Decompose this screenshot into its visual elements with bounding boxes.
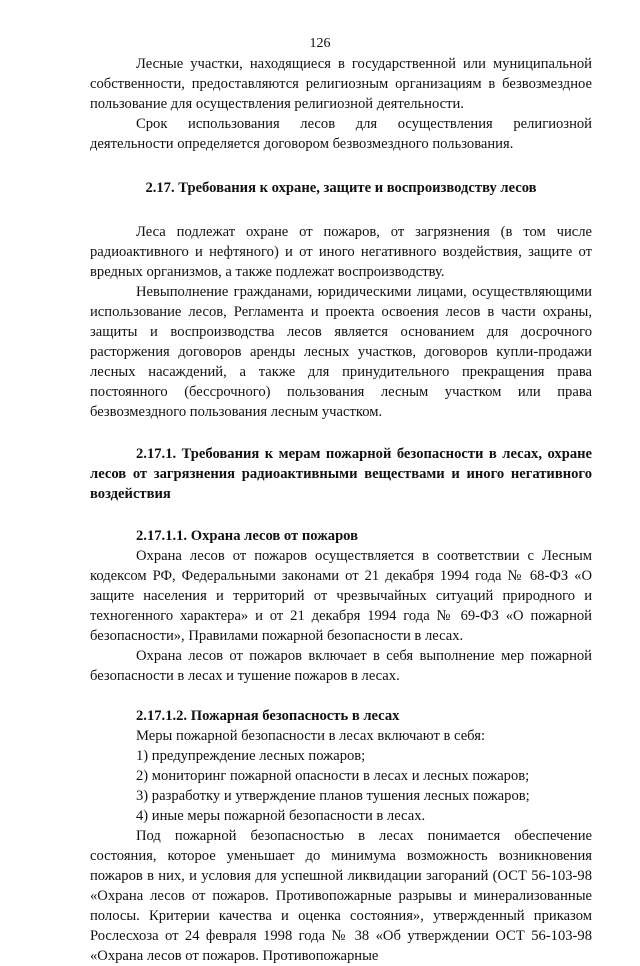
paragraph-forest-protection: Леса подлежат охране от пожаров, от загрязнения (в том числе радиоактивного и нефтяного) и от иного негативного воздействия, защите от вредных организмов, а также подлежат воспроизводству. (90, 224, 592, 280)
list-item: 3) разработку и утверждение планов тушения лесных пожаров; (136, 788, 530, 804)
spacer (90, 198, 592, 222)
list-item: 4) иные меры пожарной безопасности в лесах. (136, 808, 426, 824)
spacer (90, 504, 592, 526)
paragraph-measures-intro: Меры пожарной безопасности в лесах включают в себя: (136, 728, 485, 744)
paragraph-fire-protection-includes: Охрана лесов от пожаров включает в себя выполнение мер пожарной безопасности в лесах и тушение пожаров в лесах. (90, 648, 592, 684)
list-item: 1) предупреждение лесных пожаров; (136, 748, 366, 764)
paragraph-non-compliance: Невыполнение гражданами, юридическими лицами, осуществляющими использование лесов, Регламента и проекта освоения лесов в части охраны, защиты и воспроизводства лесов является основанием для досрочного расторжения договоров аренды лесных участков, договоров купли-продажи лесных насаждений, а также для принудительного прекращения права постоянного (бессрочного) пользования лесным участком или права безвозмездного пользования лесным участком. (90, 284, 592, 420)
heading-2-17-1-1: 2.17.1.1. Охрана лесов от пожаров (136, 528, 358, 544)
paragraph-fire-safety-definition: Под пожарной безопасностью в лесах понимается обеспечение состояния, которое уменьшает до минимума возможность возникновения пожаров в них, и условия для успешной ликвидации загораний (ОСТ 56-103-98 «Охрана лесов от пожаров. Противопожарные разрывы и минерализованные полосы. Критерии качества и оценка состояния», утвержденный приказом Рослесхоза от 24 февраля 1998 года № 38 «Об утверждении ОСТ 56-103-98 «Охрана лесов от пожаров. Противопожарные (90, 828, 592, 964)
heading-2-17-1: 2.17.1. Требования к мерам пожарной безопасности в лесах, охране лесов от загрязнения радиоактивными веществами и иного негативного воздействия (90, 446, 592, 502)
document-body (90, 54, 592, 966)
paragraph-term-of-use: Срок использования лесов для осуществления религиозной деятельности определяется договором безвозмездного пользования. (90, 116, 592, 152)
heading-2-17: 2.17. Требования к охране, защите и воспроизводству лесов (145, 180, 537, 196)
spacer (90, 422, 592, 444)
page-number: 126 (309, 36, 331, 51)
paragraph-fire-protection-basis: Охрана лесов от пожаров осуществляется в соответствии с Лесным кодексом РФ, Федеральными законами от 21 декабря 1994 года № 68-ФЗ «О защите населения и территорий от чрезвычайных ситуаций природного и техногенного характера» и от 21 декабря 1994 года № 69-ФЗ «О пожарной безопасности», Правилами пожарной безопасности в лесах. (90, 548, 592, 644)
paragraph-land-plots: Лесные участки, находящиеся в государственной или муниципальной собственности, предоставляются религиозным организациям в безвозмездное пользование для осуществления религиозной деятельности. (90, 56, 592, 112)
spacer (90, 686, 592, 706)
heading-2-17-1-2: 2.17.1.2. Пожарная безопасность в лесах (136, 708, 400, 724)
spacer (90, 154, 592, 178)
list-item: 2) мониторинг пожарной опасности в лесах и лесных пожаров; (136, 768, 530, 784)
